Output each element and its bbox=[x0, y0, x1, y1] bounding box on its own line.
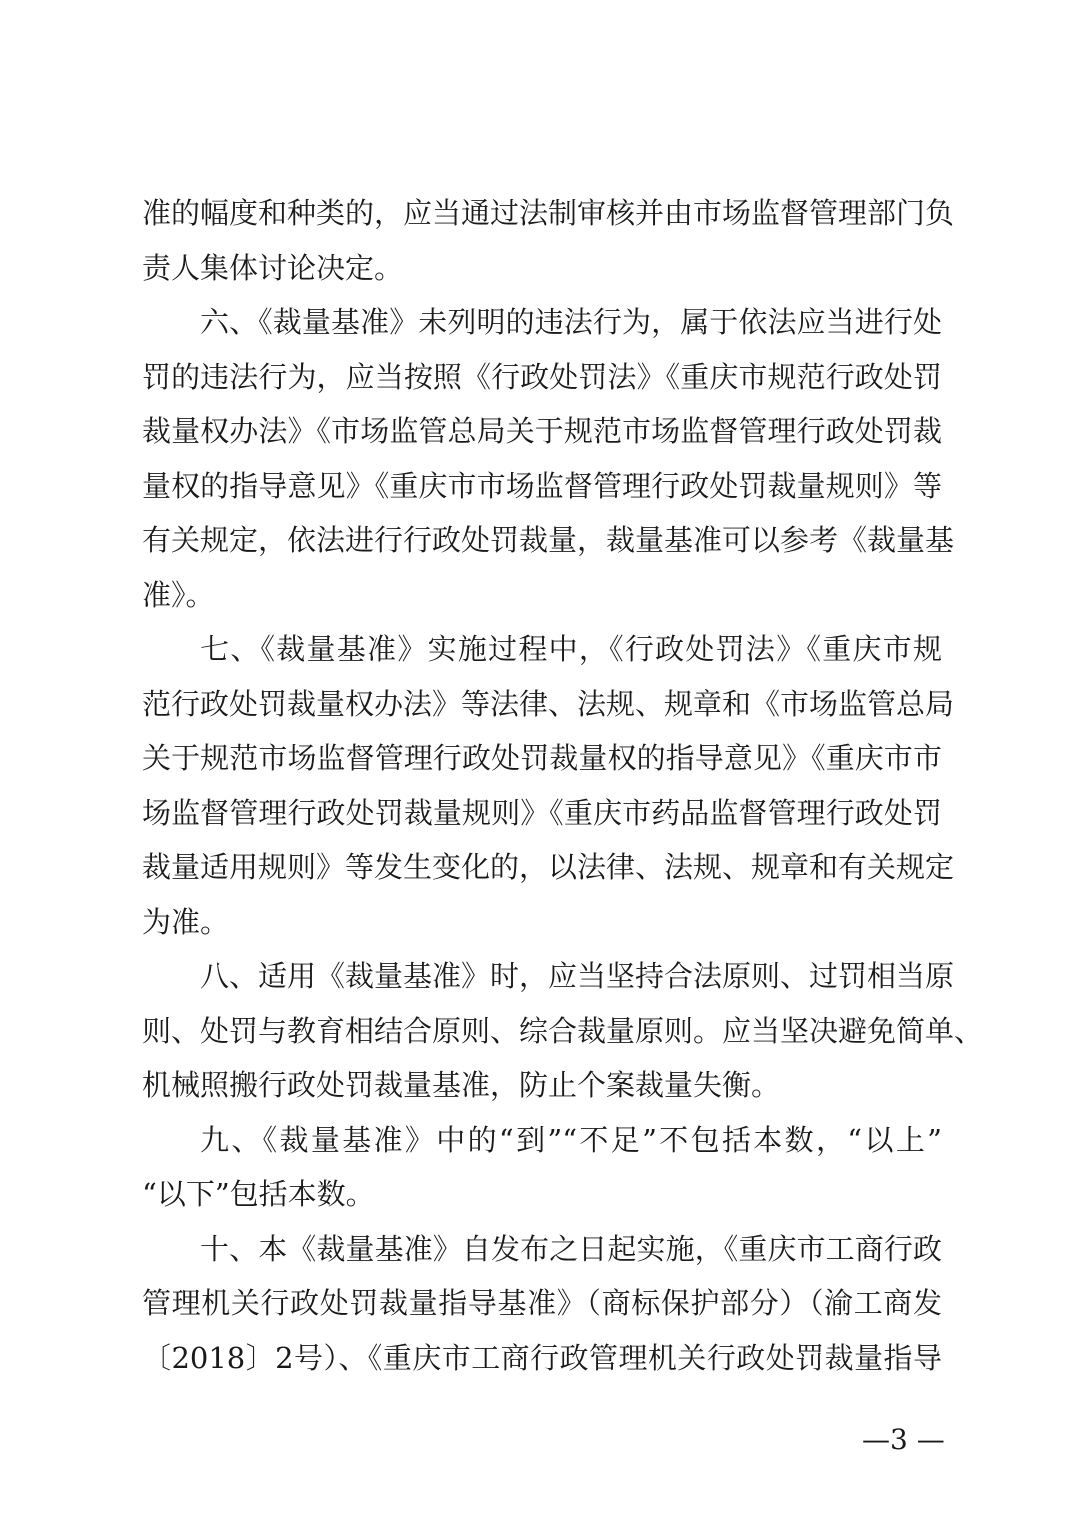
text-line: 准的幅度和种类的，应当通过法制审核并由市场监督管理部门负 bbox=[142, 196, 955, 230]
text-line: 罚的违法行为，应当按照《行政处罚法》《重庆市规范行政处罚 bbox=[142, 359, 942, 394]
text-line: 为准。 bbox=[142, 904, 230, 939]
text-line: 量权的指导意见》《重庆市市场监督管理行政处罚裁量规则》等 bbox=[142, 468, 942, 503]
text-line: 有关规定，依法进行行政处罚裁量，裁量基准可以参考《裁量基 bbox=[142, 523, 955, 557]
body-text bbox=[142, 186, 984, 1385]
text-line: 〔2018〕2号）、《重庆市工商行政管理机关行政处罚裁量指导 bbox=[142, 1340, 942, 1375]
text-line: 八、适用《裁量基准》时，应当坚持合法原则、过罚相当原 bbox=[200, 959, 955, 993]
text-line: 裁量权办法》《市场监管总局关于规范市场监督管理行政处罚裁 bbox=[142, 414, 942, 448]
text-line: 十、本《裁量基准》自发布之日起实施，《重庆市工商行政 bbox=[200, 1231, 942, 1266]
text-line: 责人集体讨论决定。 bbox=[142, 250, 404, 285]
text-line: 则、处罚与教育相结合原则、综合裁量原则。应当坚决避免简单、 bbox=[142, 1013, 984, 1048]
text-line: 六、《裁量基准》未列明的违法行为，属于依法应当进行处 bbox=[200, 305, 942, 339]
text-line: 范行政处罚裁量权办法》等法律、法规、规章和《市场监管总局 bbox=[142, 686, 955, 721]
text-line: 场监督管理行政处罚裁量规则》《重庆市药品监督管理行政处罚 bbox=[142, 795, 942, 830]
text-line: 九、《裁量基准》中的“到”“不足”不包括本数，“以上” bbox=[200, 1122, 942, 1157]
text-line: 七、《裁量基准》实施过程中，《行政处罚法》《重庆市规 bbox=[200, 632, 942, 666]
text-line: 机械照搬行政处罚裁量基准，防止个案裁量失衡。 bbox=[142, 1068, 781, 1102]
page-number: —3 — bbox=[862, 1423, 945, 1456]
text-line: 准》。 bbox=[142, 577, 215, 612]
text-line: “以下”包括本数。 bbox=[142, 1177, 375, 1211]
text-line: 裁量适用规则》等发生变化的，以法律、法规、规章和有关规定 bbox=[142, 850, 955, 884]
text-line: 关于规范市场监督管理行政处罚裁量权的指导意见》《重庆市市 bbox=[142, 741, 942, 775]
text-line: 管理机关行政处罚裁量指导基准》（商标保护部分）（渝工商发 bbox=[142, 1286, 942, 1320]
